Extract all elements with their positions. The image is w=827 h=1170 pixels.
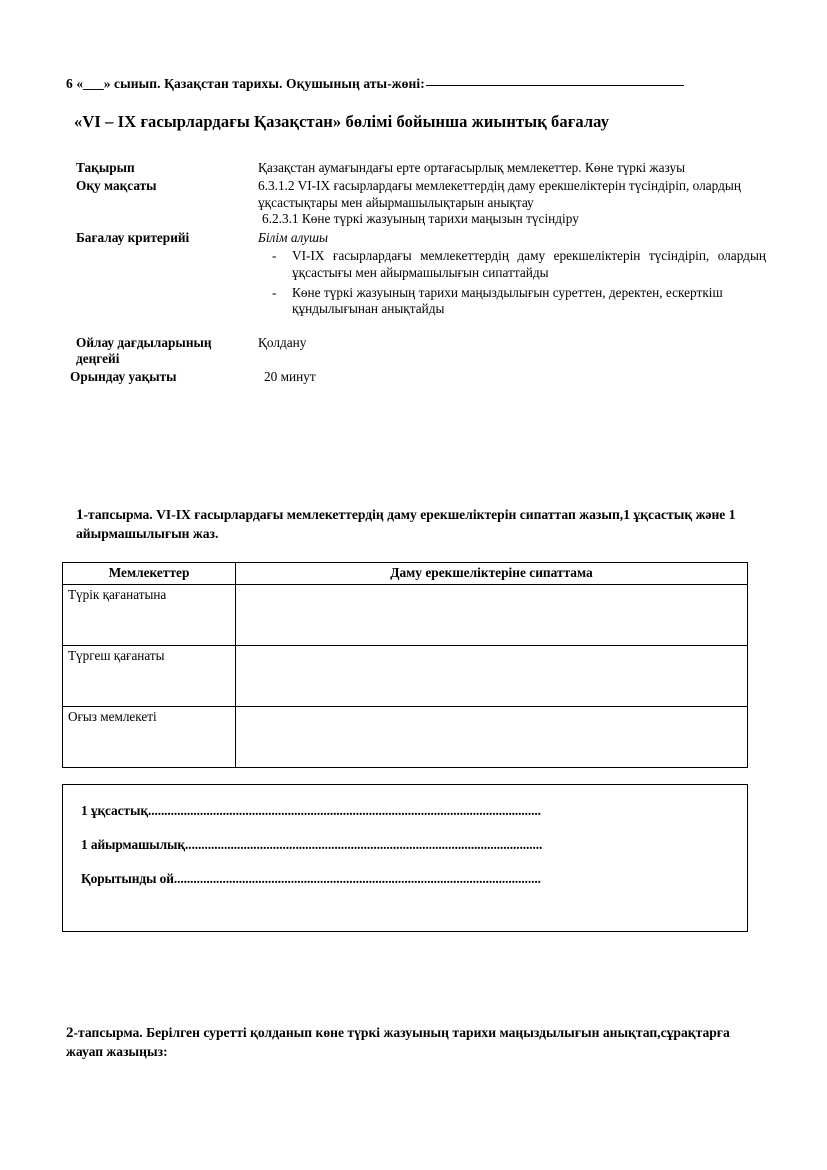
criteria-item [258, 248, 766, 281]
info-row-time [66, 369, 766, 385]
table-header-description: Даму ерекшеліктеріне сипаттама [236, 563, 748, 585]
student-header-text: 6 «___» сынып. Қазақстан тарихы. Оқушының аты-жөні: [66, 76, 425, 91]
objective-value-2: 6.2.3.1 Көне түркі жазуының тарихи маңызын түсіндіру [262, 211, 579, 227]
thinking-level-label [66, 335, 256, 367]
answer-line-similarity[interactable]: 1 ұқсастық......................................................................................................................... [81, 803, 541, 818]
thinking-level-label-line1: Ойлау дағдыларының [76, 334, 212, 350]
time-label: Орындау уақыты [70, 369, 177, 385]
table-header-row [63, 563, 748, 585]
info-row-topic [66, 160, 766, 176]
answers-box [62, 784, 748, 932]
thinking-level-label-line2: деңгейі [76, 351, 120, 367]
criteria-label: Бағалау критерийі [76, 229, 190, 245]
table-cell-state: Түрік қағанатына [63, 585, 236, 646]
topic-value: Қазақстан аумағындағы ерте ортағасырлық мемлекеттер. Көне түркі жазуы [258, 160, 686, 175]
states-table [62, 562, 748, 768]
answer-line-conclusion[interactable]: Қорытынды ой................................................................................................................. [81, 871, 541, 886]
task-2-heading [66, 1023, 756, 1062]
table-row [63, 646, 748, 707]
criteria-values [256, 230, 766, 321]
page-title: «VI – IX ғасырлардағы Қазақстан» бөлімі бойынша жиынтық бағалау [74, 112, 610, 131]
table-cell-description[interactable] [236, 646, 748, 707]
task-1-number: 1 [76, 507, 84, 523]
table-cell-state: Оғыз мемлекеті [63, 707, 236, 768]
task-2-heading-text: -тапсырма. Берілген суретті қолданып көне түркі жазуының тарихи маңыздылығын анықтап,сұрақтарға жауап жазыңыз: [66, 1025, 730, 1060]
student-header-line [66, 76, 756, 92]
answer-line-difference[interactable]: 1 айырмашылық.............................................................................................................. [81, 837, 543, 852]
task-1-heading [76, 505, 736, 544]
info-row-criteria [66, 230, 766, 321]
dash-bullet-icon: - [272, 248, 277, 264]
objective-values [256, 178, 766, 227]
criteria-item-text: VI-IX ғасырлардағы мемлекеттердің даму ерекшеліктерін түсіндіріп, олардың ұқсастығы мен айырмашылығын сипаттайды [292, 248, 766, 281]
topic-label: Тақырып [76, 160, 135, 175]
criteria-intro: Білім алушы [258, 229, 329, 245]
task-1-heading-text: -тапсырма. VI-IX ғасырлардағы мемлекеттердің даму ерекшеліктерін сипаттап жазып,1 ұқсастық және 1 айырмашылығын жаз. [76, 507, 736, 542]
table-row [63, 707, 748, 768]
info-row-objective [66, 178, 766, 227]
time-value: 20 минут [264, 369, 316, 385]
criteria-list [258, 248, 766, 317]
table-cell-description[interactable] [236, 707, 748, 768]
table-header-states: Мемлекеттер [63, 563, 236, 585]
table-cell-state: Түргеш қағанаты [63, 646, 236, 707]
info-row-thinking-level [66, 335, 766, 367]
thinking-level-value: Қолдану [258, 334, 307, 350]
criteria-item [258, 285, 766, 318]
task-2-number: 2 [66, 1025, 74, 1041]
objective-label: Оқу мақсаты [76, 178, 157, 194]
student-name-blank [426, 85, 684, 86]
dash-bullet-icon: - [272, 284, 277, 300]
assessment-info-block [66, 160, 766, 388]
objective-value-1: 6.3.1.2 VI-IX ғасырлардағы мемлекеттердің даму ерекшеліктерін түсіндіріп, олардың ұқсастықтары мен айырмашылықтарын анықтау [258, 178, 741, 210]
criteria-item-text: Көне түркі жазуының тарихи маңыздылығын суреттен, деректен, ескерткіш құндылығынан анықтайды [292, 284, 723, 317]
table-row [63, 585, 748, 646]
table-cell-description[interactable] [236, 585, 748, 646]
